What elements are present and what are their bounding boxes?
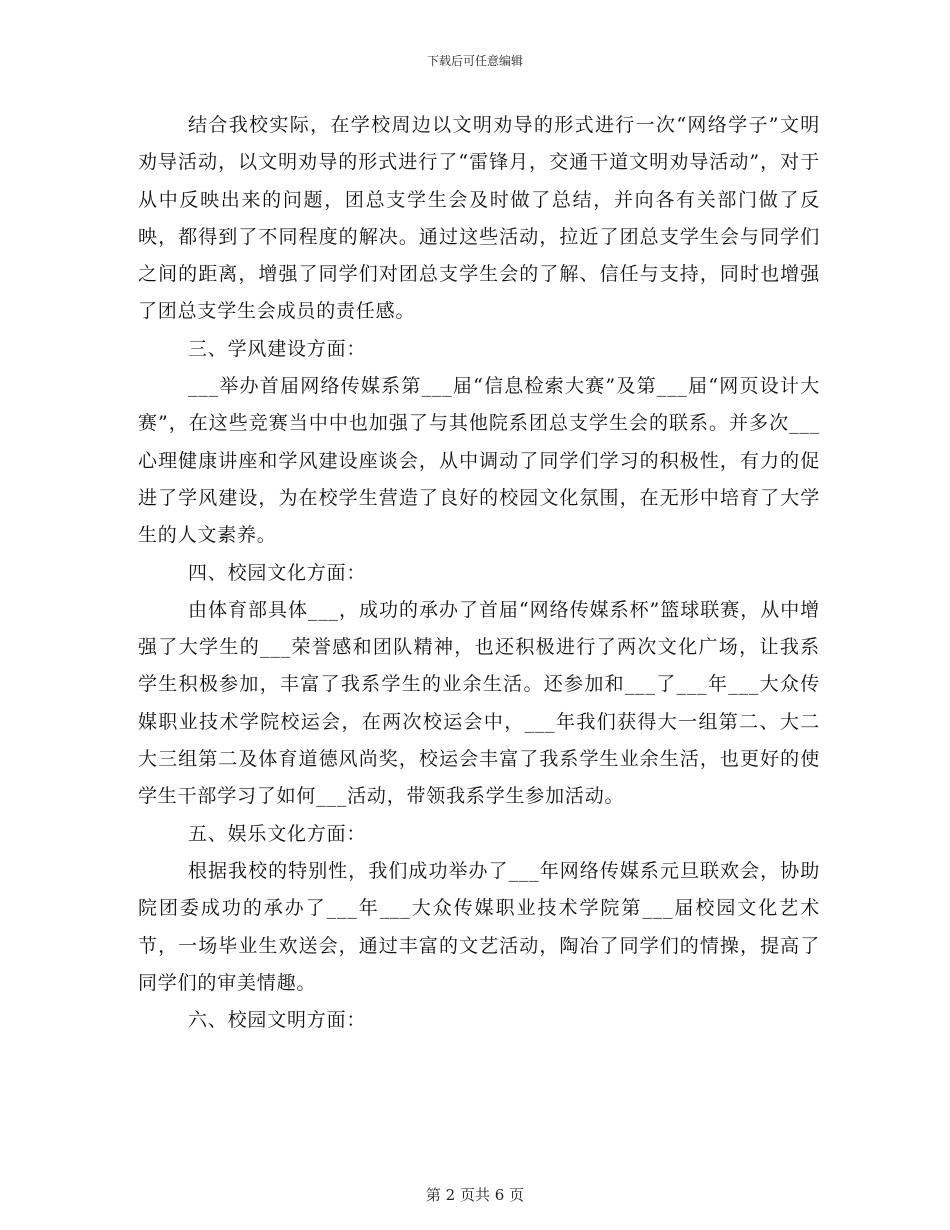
paragraph-study-style: ___举办首届网络传媒系第___届“信息检索大赛”及第___届“网页设计大赛”，在这些竞赛当中中也加强了与其他院系团总支学生会的联系。并多次___心理健康讲座和学风建设座谈会，从中调动了同学们学习的积极性，有力的促进了学风建设，为在校学生营造了良好的校园文化氛围，在无形中培育了大学生的人文素养。	[138, 375, 820, 547]
page-footer: 第 2 页共 6 页	[425, 1186, 525, 1204]
section-heading-study-style: 三、学风建设方面：	[188, 337, 367, 360]
section-heading-campus-civility: 六、校园文明方面：	[188, 1009, 367, 1032]
paragraph-civility-activities: 结合我校实际，在学校周边以文明劝导的形式进行一次“网络学子”文明劝导活动，以文明劝导的形式进行了“雷锋月，交通干道文明劝导活动”，对于从中反映出来的问题，团总支学生会及时做了总结，并向各有关部门做了反映，都得到了不同程度的解决。通过这些活动，拉近了团总支学生会与同学们之间的距离，增强了同学们对团总支学生会的了解、信任与支持，同时也增强了团总支学生会成员的责任感。	[138, 114, 820, 323]
paragraph-entertainment: 根据我校的特别性，我们成功举办了___年网络传媒系元旦联欢会，协助院团委成功的承办了___年___大众传媒职业技术学院第___届校园文化艺术节，一场毕业生欢送会，通过丰富的文艺活动，陶冶了同学们的情操，提高了同学们的审美情趣。	[138, 859, 820, 994]
section-heading-entertainment: 五、娱乐文化方面：	[188, 822, 367, 845]
paragraph-campus-culture: 由体育部具体___，成功的承办了首届“网络传媒系杯”篮球联赛，从中增强了大学生的___荣誉感和团队精神，也还积极进行了两次文化广场，让我系学生积极参加，丰富了我系学生的业余生活。还参加和___了___年___大众传媒职业技术学院校运会，在两次校运会中，___年我们获得大一组第二、大二大三组第二及体育道德风尚奖，校运会丰富了我系学生业余生活，也更好的使学生干部学习了如何___活动，带领我系学生参加活动。	[138, 598, 820, 808]
page-header: 下载后可任意编辑	[426, 54, 523, 68]
section-heading-campus-culture: 四、校园文化方面：	[188, 561, 367, 584]
body-content	[138, 107, 820, 1039]
